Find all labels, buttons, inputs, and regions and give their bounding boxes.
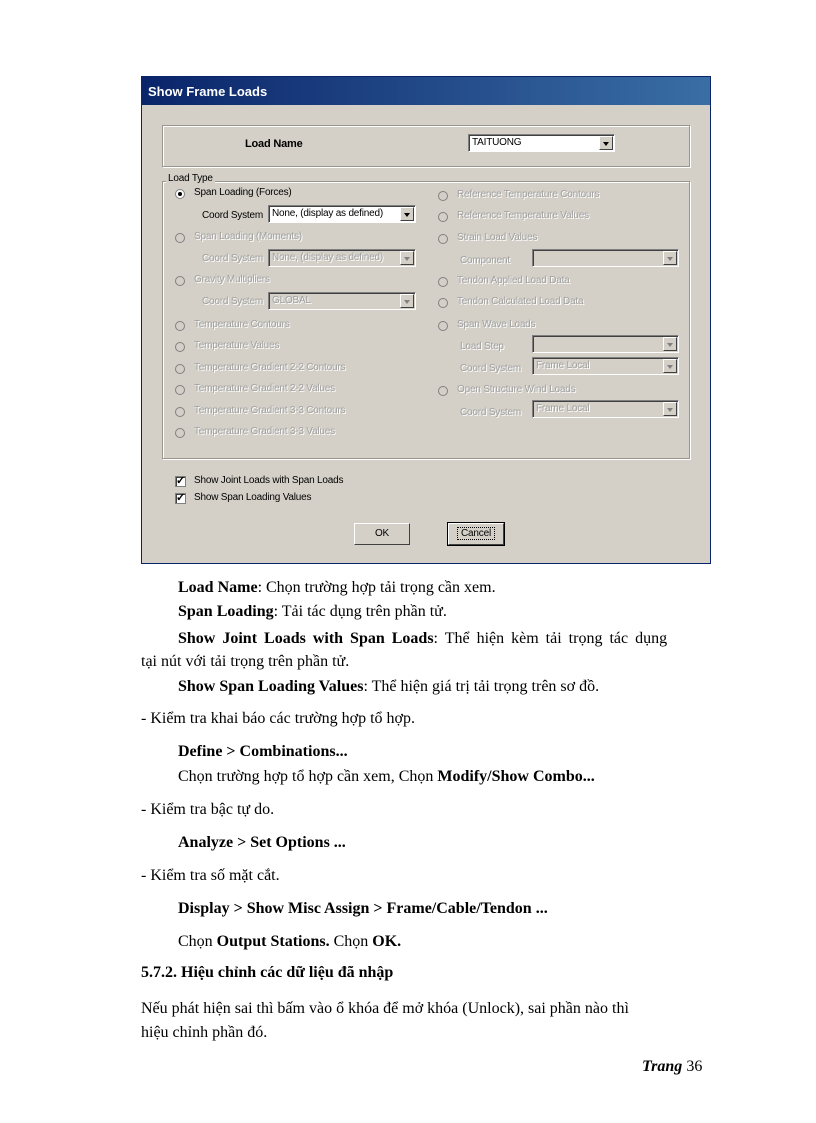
checkbox-show-span-loading-values[interactable] [175,493,186,504]
option-label: Reference Temperature Values [457,210,589,221]
checkbox-label: Show Span Loading Values [194,492,312,503]
menu-path-analyze-options [178,833,346,853]
paragraph-output-stations [178,932,401,952]
show-frame-loads-dialog [141,76,711,564]
footer-label: Trang [642,1058,683,1075]
chevron-down-icon[interactable] [400,294,414,308]
radio-temp-gradient-22-values[interactable] [175,385,185,395]
chevron-down-icon[interactable] [663,402,677,416]
option-label: Temperature Values [194,340,280,351]
menu-path: Display > Show Misc Assign > Frame/Cable/Tendon ... [178,900,548,917]
paragraph-choose-combo [178,767,595,787]
section-heading: 5.7.2. Hiệu chỉnh các dữ liệu đã nhập [141,964,394,981]
option-label: Temperature Gradient 2-2 Values [194,383,335,394]
option-label: Strain Load Values [457,232,538,243]
radio-temp-gradient-33-values[interactable] [175,428,185,438]
coord-system-value: None, (display as defined) [272,252,383,263]
dialog-title-bar[interactable] [142,77,710,105]
radio-open-structure-wind-loads[interactable] [438,386,448,396]
menu-path-display-misc [178,899,548,919]
menu-path: Analyze > Set Options ... [178,834,346,851]
page-footer [642,1057,702,1077]
load-step-select-disabled[interactable] [532,335,679,353]
option-label: Temperature Contours [194,319,290,330]
bullet-check-sections: - Kiểm tra số mặt cắt. [141,867,280,884]
menu-path: Define > Combinations... [178,743,348,760]
coord-system-value: Frame Local [536,403,590,414]
radio-strain-load-values[interactable] [438,234,448,244]
coord-system-select-disabled[interactable] [268,292,416,310]
radio-reference-temp-contours[interactable] [438,191,448,201]
paragraph-load-name [178,578,496,598]
radio-tendon-calculated-load-data[interactable] [438,298,448,308]
paragraph-edit-line1: Nếu phát hiện sai thì bấm vào ổ khóa để mở khóa (Unlock), sai phần nào thì [141,1000,629,1017]
definition: : Chọn trường hợp tải trọng cần xem. [257,579,496,596]
definition: : Tải tác dụng trên phần tử. [273,603,447,620]
paragraph-show-joint-loads [178,629,667,649]
load-type-label: Load Type [168,173,213,184]
coord-system-value: GLOBAL [272,295,311,306]
radio-span-loading-moments[interactable] [175,233,185,243]
option-label: Tendon Applied Load Data [457,275,570,286]
radio-temp-gradient-22-contours[interactable] [175,364,185,374]
bullet-check-dof: - Kiểm tra bậc tự do. [141,801,275,818]
option-label: Open Structure Wind Loads [457,384,576,395]
radio-gravity-multipliers[interactable] [175,276,185,286]
paragraph-show-span-values [178,677,599,697]
text: Chọn trường hợp tổ hợp cần xem, Chọn [178,768,438,785]
term: OK. [372,933,402,950]
term: Show Span Loading Values [178,678,364,695]
radio-temp-gradient-33-contours[interactable] [175,407,185,417]
cancel-button[interactable] [448,523,504,545]
radio-temperature-values[interactable] [175,342,185,352]
chevron-down-icon[interactable] [663,359,677,373]
coord-system-label: Coord System [202,253,263,264]
paragraph-edit-line2: hiệu chỉnh phần đó. [141,1024,268,1041]
chevron-down-icon[interactable] [663,337,677,351]
menu-command: Modify/Show Combo... [437,768,595,785]
component-label: Component [460,255,510,266]
definition: : Thể hiện kèm tải trọng tác dụng [433,630,668,647]
radio-reference-temp-values[interactable] [438,212,448,222]
coord-system-label: Coord System [202,296,263,307]
coord-system-select-disabled[interactable] [532,400,679,418]
option-label: Span Loading (Forces) [194,187,292,198]
dialog-title: Show Frame Loads [148,84,268,99]
coord-system-label: Coord System [202,210,263,221]
load-name-value: TAITUONG [472,137,522,148]
load-name-label: Load Name [245,138,303,150]
option-label: Temperature Gradient 3-3 Contours [194,405,346,416]
cancel-button-label: Cancel [457,527,495,540]
load-step-label: Load Step [460,341,504,352]
coord-system-value: Frame Local [536,360,590,371]
chevron-down-icon[interactable] [400,207,414,221]
ok-button[interactable] [354,523,410,545]
coord-system-select[interactable] [268,205,416,223]
paragraph-show-joint-loads-cont: tại nút với tải trọng trên phần tử. [141,653,350,670]
radio-span-wave-loads[interactable] [438,321,448,331]
option-label: Span Wave Loads [457,319,536,330]
term: Span Loading [178,603,274,620]
checkbox-label: Show Joint Loads with Span Loads [194,475,344,486]
option-label: Span Loading (Moments) [194,231,302,242]
coord-system-value: None, (display as defined) [272,208,383,219]
option-label: Temperature Gradient 2-2 Contours [194,362,346,373]
coord-system-select-disabled[interactable] [268,249,416,267]
chevron-down-icon[interactable] [400,251,414,265]
checkbox-show-joint-loads[interactable] [175,476,186,487]
bullet-check-combinations: - Kiểm tra khai báo các trường hợp tổ hợp. [141,710,415,727]
option-label: Gravity Multipliers [194,274,270,285]
coord-system-select-disabled[interactable] [532,357,679,375]
term: Output Stations. [216,933,330,950]
radio-tendon-applied-load-data[interactable] [438,277,448,287]
term: Load Name [178,579,258,596]
ok-button-label: OK [374,528,390,539]
radio-span-loading-forces[interactable] [175,189,185,199]
paragraph-span-loading [178,602,447,622]
term: Show Joint Loads with Span Loads [178,630,434,647]
load-name-select[interactable] [468,134,615,152]
page-number: 36 [686,1058,703,1075]
radio-temperature-contours[interactable] [175,321,185,331]
coord-system-label: Coord System [460,363,521,374]
option-label: Reference Temperature Contours [457,189,600,200]
component-select-disabled[interactable] [532,249,679,267]
menu-path-define-combinations [178,742,348,762]
chevron-down-icon[interactable] [599,136,613,150]
definition: : Thể hiện giá trị tải trọng trên sơ đồ. [363,678,600,695]
option-label: Tendon Calculated Load Data [457,296,584,307]
coord-system-label: Coord System [460,407,521,418]
option-label: Temperature Gradient 3-3 Values [194,426,335,437]
text: Chọn [329,933,373,950]
text: Chọn [178,933,217,950]
chevron-down-icon[interactable] [663,251,677,265]
